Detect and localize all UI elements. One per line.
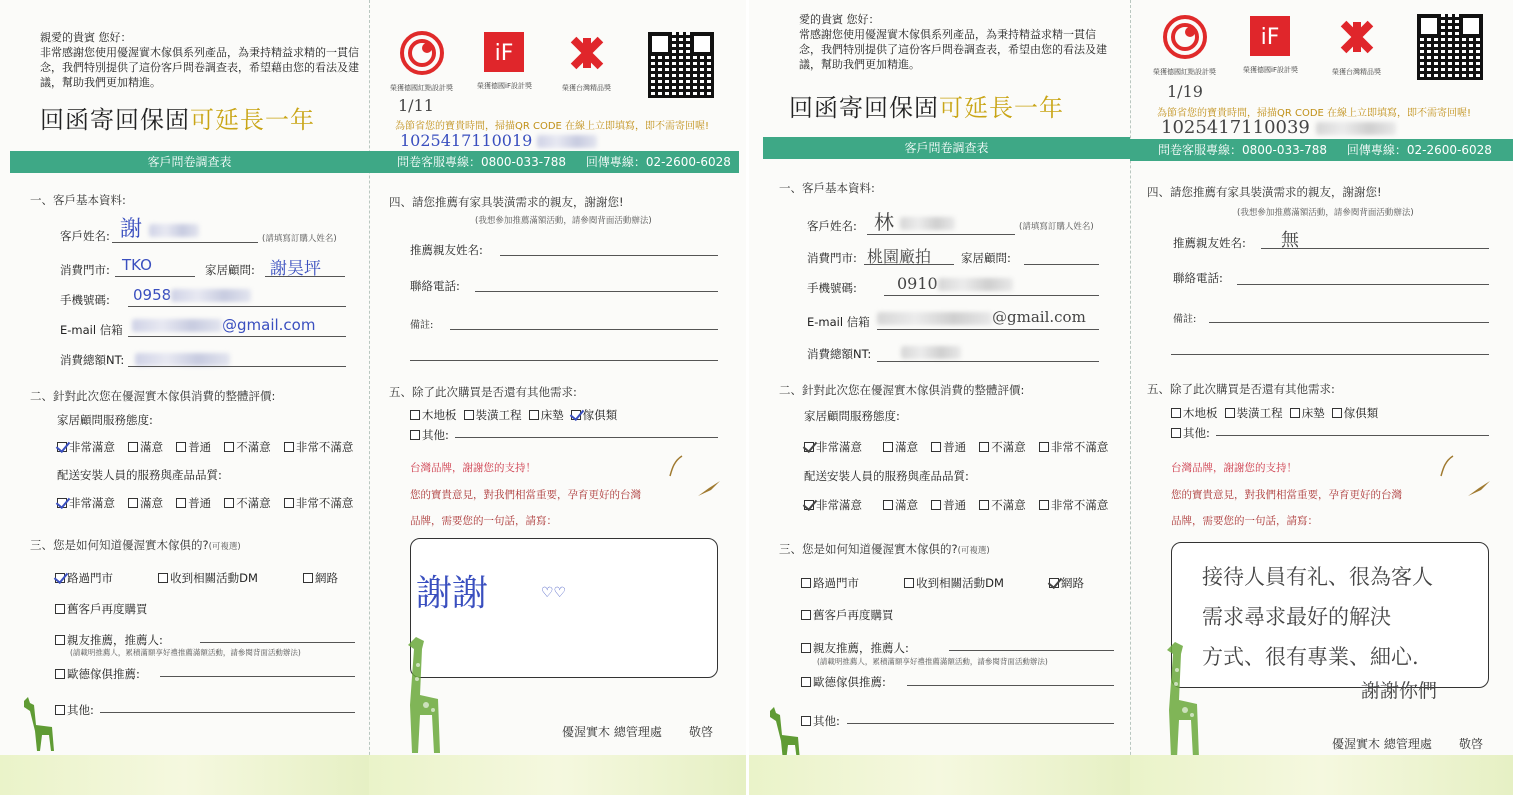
source-checkbox[interactable] — [55, 669, 65, 679]
rating-label: 不滿意 — [236, 496, 271, 510]
greeting-block — [799, 12, 1117, 72]
source-row-4 — [55, 663, 148, 682]
ref-phone-underline — [475, 291, 718, 292]
need-checkbox[interactable] — [410, 430, 420, 440]
signature: 優渥實木 總管理處 — [562, 725, 662, 739]
name-label: 客戶姓名: — [807, 219, 857, 233]
rating-checkbox[interactable] — [224, 442, 234, 452]
phone-label: 手機號碼: — [807, 281, 857, 295]
needs-row — [1171, 402, 1386, 421]
footer-band — [749, 755, 1130, 795]
rating-label: 非常滿意 — [816, 440, 862, 454]
if-logo-icon — [482, 30, 526, 74]
need-label: 傢俱類 — [1343, 406, 1379, 420]
rating-checkbox[interactable] — [979, 442, 989, 452]
message-line-3: 方式、很有專業、細心. — [1202, 645, 1419, 669]
total-value — [901, 342, 961, 361]
delivery-rating — [804, 494, 1116, 513]
hotline-text: 問卷客服專線：0800-033-788 — [1158, 143, 1328, 157]
name-hint: (請填寫訂購人姓名) — [1019, 222, 1094, 232]
oude-underline — [907, 685, 1114, 686]
date-handwritten: 1/11 — [398, 96, 434, 115]
giraffe-icon — [1145, 640, 1205, 760]
need-label: 傢俱類 — [582, 408, 618, 422]
rating-checkbox[interactable] — [979, 500, 989, 510]
need-checkbox[interactable] — [1290, 408, 1300, 418]
message-text: 謝謝 — [416, 573, 489, 614]
advisor-underline — [1024, 264, 1099, 265]
section-4-hint: (我想參加推薦滿額活動，請參閱背面活動辦法) — [1237, 208, 1414, 218]
other-underline — [847, 723, 1114, 724]
award-if — [1243, 14, 1298, 75]
award-taiwan — [1332, 14, 1381, 77]
email-underline — [128, 336, 346, 337]
award-label: 榮獲德國紅點設計獎 — [390, 84, 453, 92]
rating-label: 非常滿意 — [69, 496, 115, 510]
heart-icon: ♡♡ — [541, 585, 567, 601]
need-label: 木地板 — [422, 408, 457, 422]
rating-label: 不滿意 — [236, 440, 271, 454]
ref-note-label: 備註: — [1173, 314, 1197, 325]
rating-checkbox[interactable] — [883, 442, 893, 452]
rating-checkbox[interactable] — [804, 442, 814, 452]
source-checkbox[interactable] — [801, 610, 811, 620]
rating-checkbox[interactable] — [804, 500, 814, 510]
source-label: 路過門市 — [67, 571, 113, 585]
need-checkbox[interactable] — [1332, 408, 1342, 418]
advisor-label: 家居顧問: — [205, 263, 255, 277]
source-row-2 — [55, 598, 156, 617]
rating-label: 非常不滿意 — [295, 440, 354, 454]
rating-label: 不滿意 — [991, 498, 1026, 512]
ref-note-label: 備註: — [410, 320, 434, 331]
friend-hint: (請載明推薦人，累積滿額享好禮推薦滿額活動，請參閱背面活動辦法) — [817, 657, 1048, 666]
source-checkbox[interactable] — [801, 643, 811, 653]
need-label: 裝潢工程 — [1236, 406, 1283, 420]
email-label: E-mail 信箱 — [60, 323, 123, 337]
feather-icon — [668, 455, 684, 477]
need-other-underline — [1216, 435, 1489, 436]
award-label: 榮獲德國iF設計獎 — [477, 82, 532, 90]
intro-text: 非常感謝您使用優渥實木傢俱系列產品，為秉持精益求精的一貫信念，我們特別提供了這份客戶問卷調查表，希望藉由您的看法及建議，幫助我們更加精進。 — [40, 46, 359, 89]
source-row-5 — [55, 699, 102, 718]
source-label: 親友推薦，推薦人: — [67, 633, 163, 647]
rating-checkbox[interactable] — [176, 442, 186, 452]
taiwan-excellence-icon — [564, 30, 610, 76]
title-highlight: 可延長一年 — [190, 106, 315, 134]
ref-name-label: 推薦親友姓名: — [1173, 236, 1246, 250]
deer-icon — [18, 695, 58, 757]
other-underline — [100, 712, 355, 713]
source-checkbox[interactable] — [1049, 578, 1059, 588]
svg-text:iF: iF — [1261, 25, 1280, 50]
rating-checkbox[interactable] — [1039, 442, 1049, 452]
rating-label: 非常不滿意 — [1050, 440, 1109, 454]
source-label: 網路 — [1060, 576, 1084, 590]
need-checkbox[interactable] — [1171, 408, 1181, 418]
brand-line-2: 您的寶貴意見，對我們相當重要，孕育更好的台灣 — [1171, 489, 1402, 501]
brand-line-3: 品牌，需要您的一句話，請寫： — [410, 515, 557, 527]
rating-label: 滿意 — [140, 496, 164, 510]
section-2-heading: 二、針對此次您在優渥實木傢俱消費的整體評價: — [779, 383, 1025, 397]
greeting-block — [40, 30, 360, 90]
phone-underline — [128, 306, 346, 307]
source-checkbox[interactable] — [303, 573, 313, 583]
footer-band — [0, 755, 369, 795]
ref-phone-label: 聯絡電話: — [1173, 271, 1223, 285]
source-checkbox[interactable] — [158, 573, 168, 583]
need-other-underline — [455, 437, 718, 438]
need-checkbox[interactable] — [464, 410, 474, 420]
section-1-heading: 一、客戶基本資料: — [779, 181, 875, 195]
q-advisor-label: 家居顧問服務態度: — [57, 413, 153, 427]
source-label: 路過門市 — [813, 576, 859, 590]
source-checkbox[interactable] — [55, 635, 65, 645]
section-5-heading: 五、除了此次購買是否還有其他需求: — [389, 385, 577, 399]
footer-band — [1130, 755, 1513, 795]
email-underline — [877, 329, 1099, 330]
rating-checkbox[interactable] — [931, 442, 941, 452]
advisor-rating — [57, 436, 361, 455]
taiwan-excellence-icon — [1334, 14, 1380, 60]
band-title: 客戶問卷調查表 — [10, 151, 369, 173]
section-4-heading: 四、請您推薦有家具裝潢需求的親友，謝謝您! — [389, 195, 624, 209]
store-underline — [115, 276, 195, 277]
section-3-heading: 三、您是如何知道優渥實木傢俱的?(可複選) — [779, 542, 990, 556]
source-label: 歐德傢俱推薦: — [67, 667, 140, 681]
rating-checkbox[interactable] — [224, 498, 234, 508]
rating-checkbox[interactable] — [176, 498, 186, 508]
rating-label: 非常不滿意 — [295, 496, 354, 510]
friend-hint: (請載明推薦人，累積滿額享好禮推薦滿額活動，請參閱背面活動辦法) — [70, 648, 301, 657]
section-2-heading: 二、針對此次您在優渥實木傢俱消費的整體評價: — [30, 389, 276, 403]
need-label: 床墊 — [540, 408, 564, 422]
total-label: 消費總額NT: — [60, 353, 125, 367]
ref-phone-underline — [1237, 284, 1489, 285]
source-label: 舊客戶再度購買 — [67, 602, 148, 616]
greeting: 愛的貴賓 您好： — [799, 13, 880, 26]
rating-checkbox[interactable] — [128, 498, 138, 508]
title-highlight: 可延長一年 — [939, 94, 1064, 122]
award-if — [477, 30, 532, 91]
need-checkbox[interactable] — [1171, 428, 1181, 438]
message-box[interactable] — [1171, 542, 1489, 688]
need-label: 其他: — [1183, 426, 1210, 440]
rating-checkbox[interactable] — [57, 498, 67, 508]
advisor-label: 家居顧問: — [961, 251, 1011, 265]
source-row-2 — [801, 604, 902, 623]
store-label: 消費門市: — [60, 263, 110, 277]
fax-text: 回傳專線：02-2600-6028 — [585, 155, 731, 169]
source-row-3 — [801, 637, 917, 656]
source-checkbox[interactable] — [55, 604, 65, 614]
message-line-1: 接待人員有礼、很為客人 — [1202, 565, 1433, 589]
source-label: 收到相關活動DM — [170, 571, 258, 585]
name-value: 林 — [874, 206, 955, 235]
message-line-4: 謝謝你們 — [1361, 680, 1438, 702]
ref-phone-label: 聯絡電話: — [410, 279, 460, 293]
rating-label: 普通 — [188, 440, 212, 454]
rating-label: 滿意 — [895, 440, 919, 454]
need-label: 裝潢工程 — [475, 408, 522, 422]
award-label: 榮獲台灣精品獎 — [562, 84, 611, 92]
rating-label: 滿意 — [895, 498, 919, 512]
ref-name-underline — [1261, 248, 1489, 249]
ref-note-underline — [450, 329, 718, 330]
brand-line-1: 台灣品牌，謝謝您的支持！ — [410, 462, 536, 474]
need-checkbox[interactable] — [529, 410, 539, 420]
store-value: TKO — [122, 256, 152, 274]
delivery-rating — [57, 492, 361, 511]
award-taiwan — [562, 30, 611, 93]
source-row-1 — [801, 572, 1092, 591]
q-advisor-label: 家居顧問服務態度: — [804, 409, 900, 423]
rating-label: 非常滿意 — [69, 440, 115, 454]
total-underline — [128, 366, 346, 367]
fax-text: 回傳專線：02-2600-6028 — [1346, 143, 1492, 157]
page-title — [789, 88, 1064, 123]
store-value: 桃園廠拍 — [867, 247, 932, 266]
rating-label: 普通 — [943, 440, 967, 454]
store-label: 消費門市: — [807, 251, 857, 265]
rating-checkbox[interactable] — [931, 500, 941, 510]
title-main: 回函寄回保固 — [789, 94, 939, 122]
source-row-5 — [801, 710, 848, 729]
serial-handwritten: 1025417110019 — [400, 131, 597, 150]
rating-checkbox[interactable] — [883, 500, 893, 510]
name-label: 客戶姓名: — [60, 229, 110, 243]
advisor-rating — [804, 436, 1116, 455]
source-label: 歐德傢俱推薦: — [813, 675, 886, 689]
q-delivery-label: 配送安裝人員的服務與產品品質: — [804, 469, 969, 483]
source-row-1 — [55, 567, 346, 586]
survey-card-left — [0, 0, 746, 795]
source-label: 收到相關活動DM — [916, 576, 1004, 590]
brand-line-2: 您的寶貴意見，對我們相當重要，孕育更好的台灣 — [410, 489, 641, 501]
need-label: 床墊 — [1301, 406, 1325, 420]
signature: 優渥實木 總管理處 — [1332, 737, 1432, 751]
rating-label: 不滿意 — [991, 440, 1026, 454]
source-checkbox[interactable] — [801, 578, 811, 588]
ref-name-label: 推薦親友姓名: — [410, 243, 483, 257]
reddot-icon — [1162, 14, 1208, 60]
survey-card-right — [749, 0, 1513, 795]
source-label: 網路 — [314, 571, 338, 585]
friend-underline — [200, 642, 355, 643]
qr-note: 為節省您的寶貴時間，掃描QR CODE 在線上立即填寫，即不需寄回喔! — [395, 121, 710, 132]
source-label: 其他: — [813, 714, 840, 728]
email-value: @gmail.com — [132, 316, 315, 334]
title-main: 回函寄回保固 — [40, 106, 190, 134]
rating-checkbox[interactable] — [1039, 500, 1049, 510]
name-underline — [112, 242, 258, 243]
source-label: 舊客戶再度購買 — [813, 608, 894, 622]
name-value: 謝 — [120, 212, 199, 243]
ref-note-underline-2 — [410, 360, 718, 361]
intro-text: 常感謝您使用優渥實木傢俱系列產品，為秉持精益求精一貫信念，我們特別提供了這份客戶問卷調查表，希望由您的看法及建議，幫助我們更加精進。 — [799, 28, 1107, 71]
total-label: 消費總額NT: — [807, 347, 872, 361]
section-1-heading: 一、客戶基本資料: — [30, 193, 126, 207]
hotline-text: 問卷客服專線：0800-033-788 — [397, 155, 567, 169]
footer-band — [369, 755, 746, 795]
svg-text:iF: iF — [495, 41, 514, 66]
source-row-4 — [801, 671, 894, 690]
signature-end: 敬啓 — [1459, 737, 1484, 751]
page-title — [40, 100, 315, 135]
signature-end: 敬啓 — [689, 725, 714, 739]
brand-line-1: 台灣品牌，謝謝您的支持！ — [1171, 462, 1297, 474]
award-label: 榮獲德國iF設計獎 — [1243, 66, 1298, 74]
phone-value: 0910 — [897, 274, 1013, 293]
brand-line-3: 品牌，需要您的一句話，請寫： — [1171, 515, 1318, 527]
email-label: E-mail 信箱 — [807, 315, 870, 329]
phone-label: 手機號碼: — [60, 293, 110, 307]
award-label: 榮獲德國紅點設計獎 — [1153, 68, 1216, 76]
source-row-3 — [55, 629, 171, 648]
need-other-row — [410, 424, 457, 443]
qr-code[interactable] — [648, 32, 714, 98]
source-checkbox[interactable] — [55, 573, 65, 583]
need-checkbox[interactable] — [410, 410, 420, 420]
need-label: 木地板 — [1183, 406, 1218, 420]
rating-checkbox[interactable] — [284, 442, 294, 452]
giraffe-icon — [386, 635, 446, 755]
ref-name-value: 無 — [1281, 230, 1299, 251]
bird-icon — [1467, 480, 1491, 498]
phone-value: 0958 — [133, 286, 251, 304]
rating-label: 滿意 — [140, 440, 164, 454]
fold-line — [1130, 0, 1131, 795]
rating-label: 普通 — [188, 496, 212, 510]
rating-label: 非常不滿意 — [1050, 498, 1109, 512]
name-hint: (請填寫訂購人姓名) — [262, 234, 337, 244]
rating-label: 非常滿意 — [816, 498, 862, 512]
band-title: 客戶問卷調查表 — [763, 137, 1130, 159]
rating-label: 普通 — [943, 498, 967, 512]
rating-checkbox[interactable] — [57, 442, 67, 452]
name-underline — [867, 234, 1015, 235]
phone-underline — [884, 295, 1099, 296]
serial-handwritten: 1025417110039 — [1161, 117, 1396, 138]
oude-underline — [160, 676, 355, 677]
advisor-value: 謝昊坪 — [270, 259, 321, 279]
date-handwritten: 1/19 — [1167, 82, 1203, 101]
section-4-hint: (我想參加推薦滿額活動，請參閱背面活動辦法) — [475, 216, 652, 226]
fold-line — [369, 0, 370, 795]
award-reddot — [390, 30, 453, 93]
reddot-icon — [399, 30, 445, 76]
need-other-row — [1171, 422, 1218, 441]
store-underline — [864, 264, 954, 265]
source-label: 其他: — [67, 703, 94, 717]
rating-checkbox[interactable] — [128, 442, 138, 452]
if-logo-icon — [1248, 14, 1292, 58]
qr-code[interactable] — [1417, 14, 1483, 80]
ref-note-underline-2 — [1171, 354, 1489, 355]
need-label: 其他: — [422, 428, 449, 442]
bird-icon — [697, 480, 721, 498]
need-checkbox[interactable] — [571, 410, 581, 420]
qr-note: 為節省您的寶貴時間，掃描QR CODE 在線上立即填寫，即不需寄回喔! — [1157, 108, 1472, 119]
message-line-2: 需求尋求最好的解決 — [1202, 605, 1391, 629]
needs-row — [410, 404, 625, 423]
hotline-band — [369, 151, 739, 173]
ref-note-underline — [1209, 322, 1489, 323]
total-underline — [877, 361, 1099, 362]
advisor-underline — [265, 276, 345, 277]
award-reddot — [1153, 14, 1216, 77]
rating-checkbox[interactable] — [284, 498, 294, 508]
need-checkbox[interactable] — [1225, 408, 1235, 418]
email-value: @gmail.com — [877, 308, 1086, 326]
message-box[interactable] — [410, 538, 718, 678]
award-label: 榮獲台灣精品獎 — [1332, 68, 1381, 76]
source-checkbox[interactable] — [801, 677, 811, 687]
section-3-heading: 三、您是如何知道優渥實木傢俱的?(可複選) — [30, 538, 241, 552]
section-5-heading: 五、除了此次購買是否還有其他需求: — [1147, 382, 1335, 396]
ref-name-underline — [500, 255, 718, 256]
source-label: 親友推薦，推薦人: — [813, 641, 909, 655]
source-checkbox[interactable] — [904, 578, 914, 588]
section-4-heading: 四、請您推薦有家具裝潢需求的親友，謝謝您! — [1147, 185, 1382, 199]
hotline-band — [1130, 139, 1513, 161]
q-delivery-label: 配送安裝人員的服務與產品品質: — [57, 468, 222, 482]
greeting: 親愛的貴賓 您好： — [40, 31, 132, 44]
friend-underline — [949, 650, 1114, 651]
feather-icon — [1439, 455, 1455, 477]
